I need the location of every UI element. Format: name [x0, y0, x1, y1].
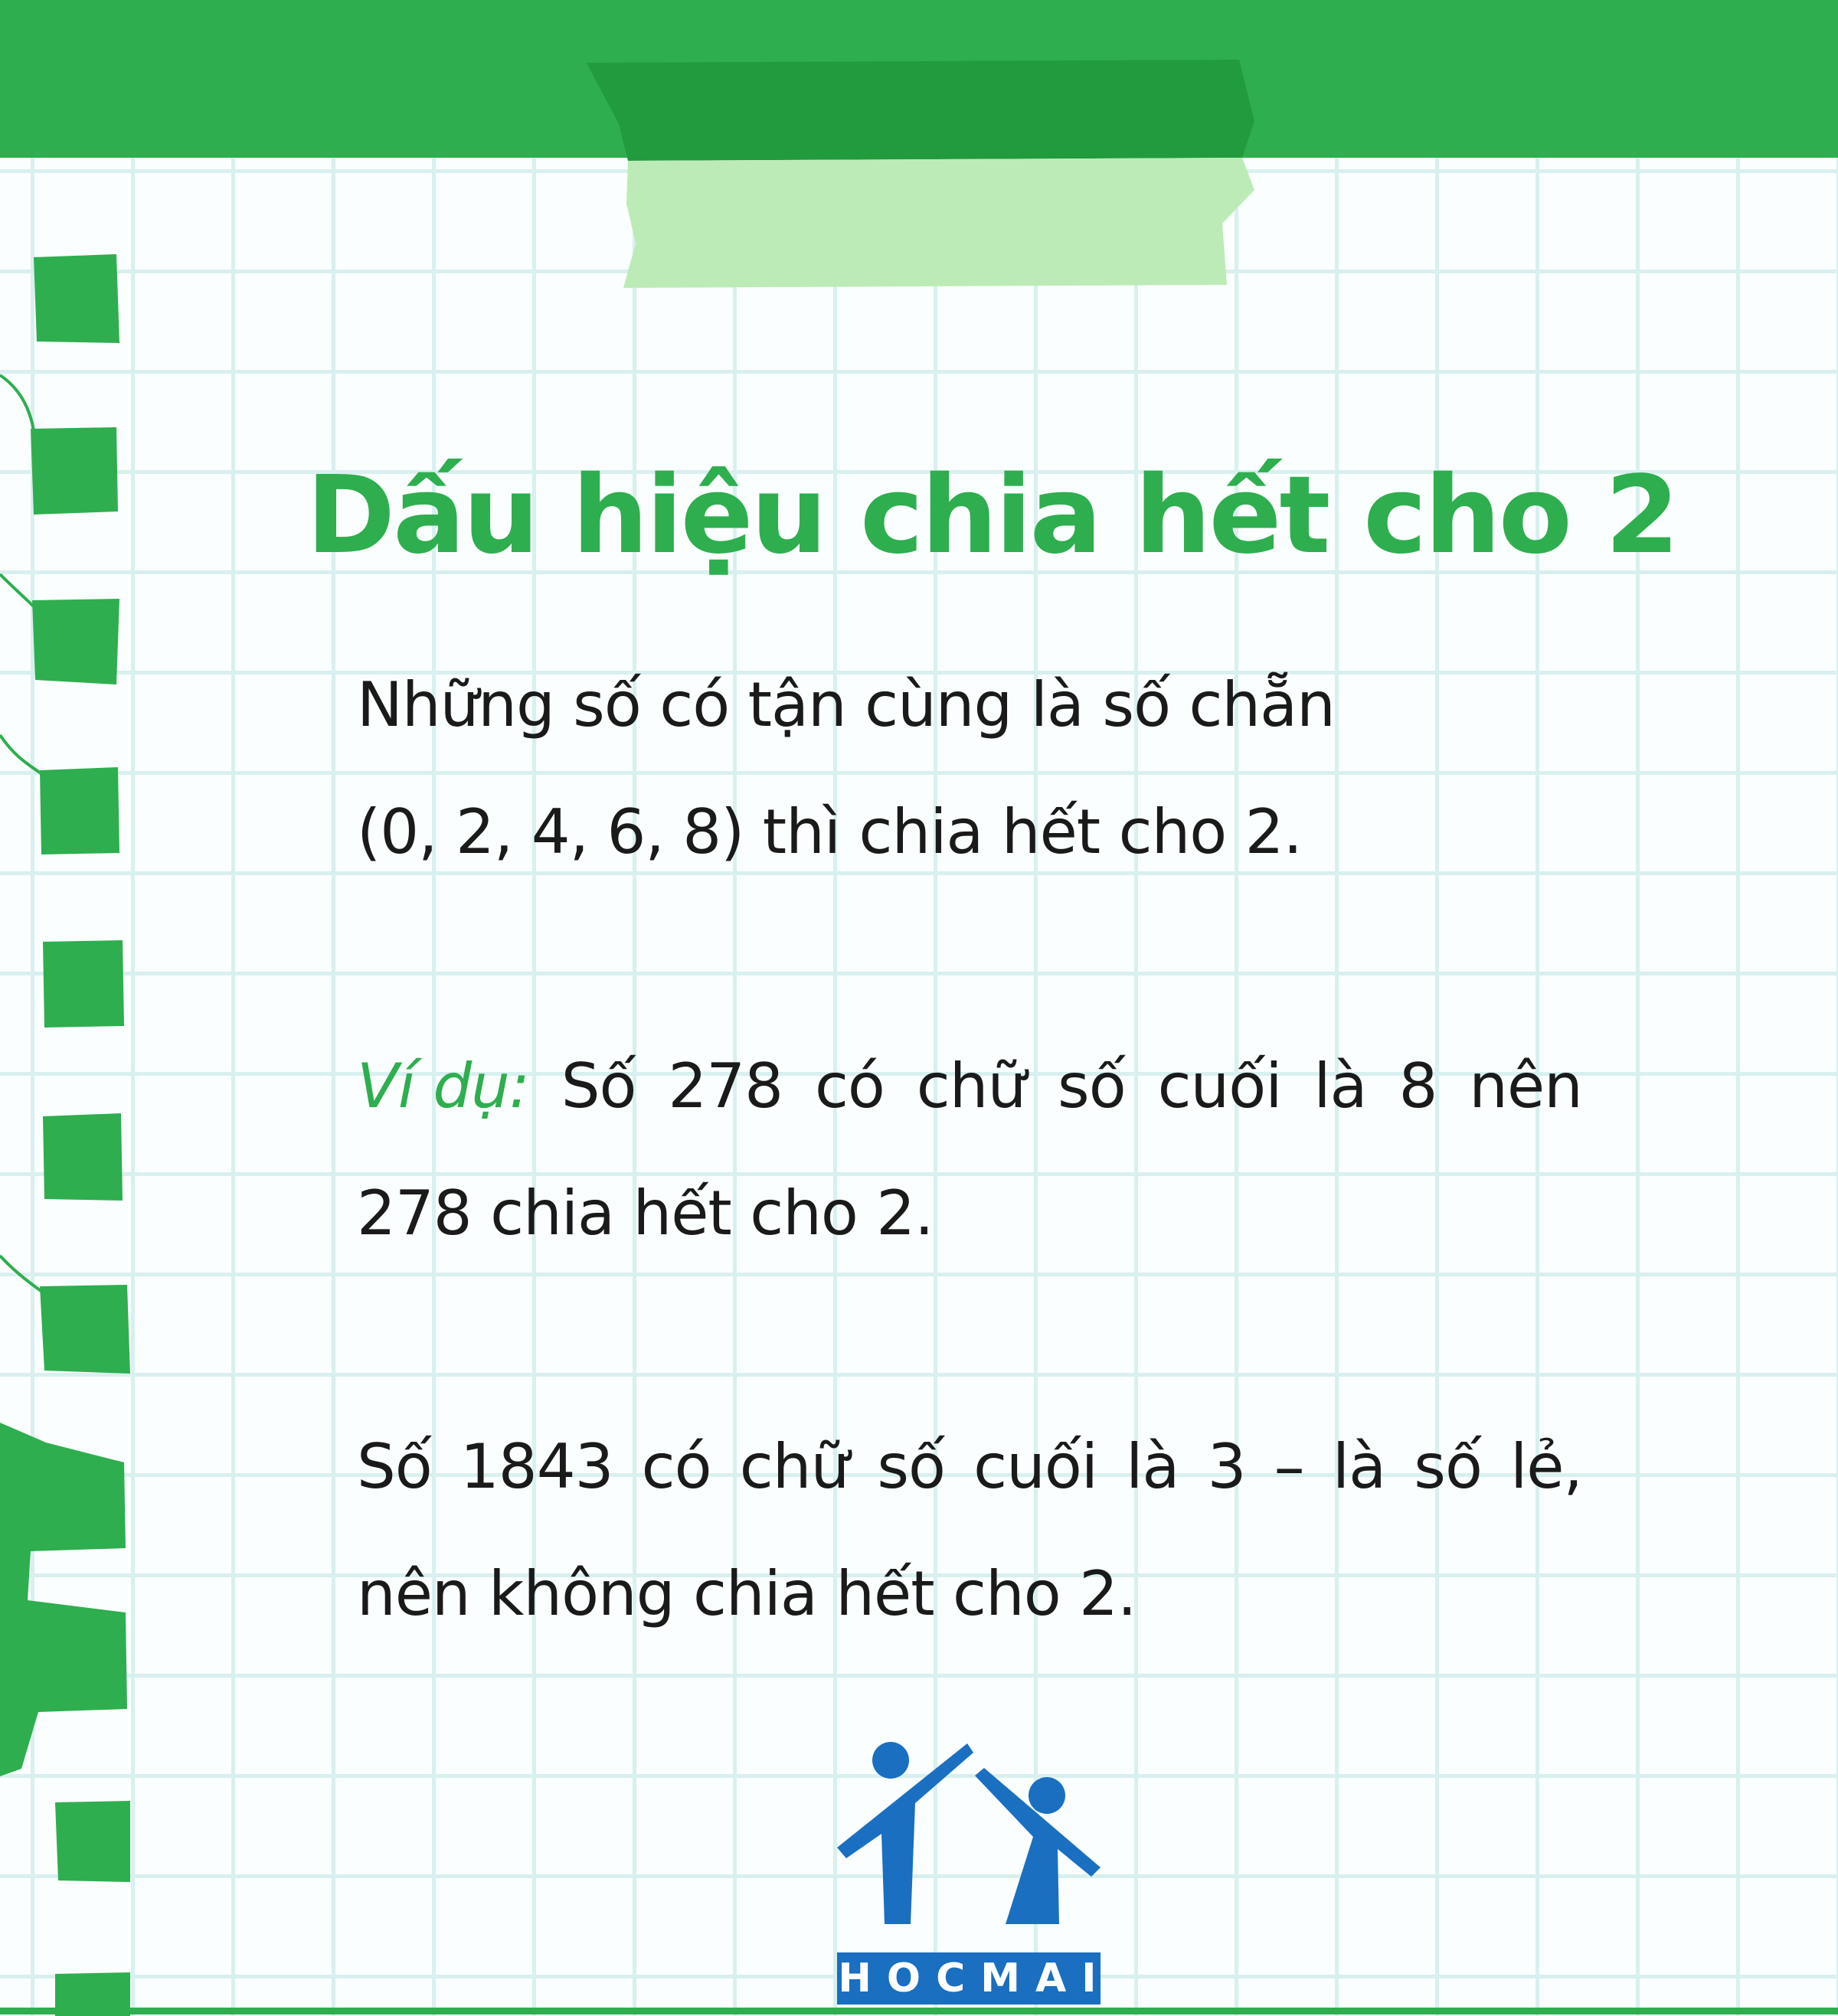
example-word: là — [1313, 1050, 1367, 1122]
counter-example-line-2: nên không chia hết cho 2. — [357, 1558, 1136, 1629]
page-title: Dấu hiệu chia hết cho 2 — [306, 453, 1678, 578]
example-word: nên — [1469, 1050, 1582, 1122]
example-word: 8 — [1398, 1050, 1437, 1122]
example-line-2: 278 chia hết cho 2. — [357, 1178, 934, 1249]
binding-wire — [0, 735, 43, 775]
counter-example-word: là — [1126, 1431, 1179, 1502]
binding-tab — [32, 599, 119, 685]
example-word: 278 — [668, 1050, 783, 1122]
counter-example-word: 3 — [1207, 1431, 1246, 1502]
example-word: cuối — [1157, 1050, 1282, 1122]
bottom-line-fill — [0, 2008, 1838, 2014]
counter-example-word: – — [1274, 1431, 1304, 1502]
example-word: có — [814, 1050, 885, 1122]
counter-example-word: số — [1414, 1431, 1482, 1502]
binding-wire — [0, 1256, 43, 1292]
counter-example-word: chữ — [739, 1431, 849, 1502]
binding-tab — [0, 1423, 127, 1776]
example-word: Số — [561, 1050, 636, 1122]
tape-dark-part — [587, 60, 1254, 161]
binding-tab — [55, 1801, 130, 1882]
example-word: chữ — [916, 1050, 1026, 1122]
logo-head-left — [872, 1742, 909, 1779]
counter-example-word: lẻ, — [1510, 1431, 1582, 1502]
example-word: số — [1058, 1050, 1126, 1122]
bottom-green-line — [0, 2006, 1838, 2016]
logo-wordmark: HOCMAI — [838, 1956, 1112, 2001]
rule-line-2: (0, 2, 4, 6, 8) thì chia hết cho 2. — [357, 796, 1302, 868]
example-line-1 — [357, 1023, 1582, 1150]
binding-tab — [43, 1113, 123, 1201]
binding-wire — [0, 375, 34, 430]
tape-light-part — [623, 158, 1254, 288]
counter-example-paragraph — [357, 1403, 1582, 1658]
example-paragraph — [357, 1023, 1582, 1277]
rule-paragraph — [357, 642, 1582, 896]
example-label: Ví dụ: — [357, 1050, 529, 1122]
rule-line-1: Những số có tận cùng là số chẵn — [357, 669, 1335, 740]
binding-tab — [34, 254, 119, 343]
counter-example-word: Số — [357, 1431, 432, 1502]
binding-tab — [43, 940, 124, 1028]
counter-example-word: số — [877, 1431, 945, 1502]
counter-example-line-1 — [357, 1403, 1582, 1531]
binding-tab — [40, 767, 119, 854]
counter-example-word: là — [1332, 1431, 1386, 1502]
counter-example-word: cuối — [973, 1431, 1097, 1502]
tape-strip-icon — [582, 54, 1256, 299]
logo-head-right — [1029, 1777, 1065, 1814]
counter-example-word: 1843 — [460, 1431, 613, 1502]
counter-example-word: có — [641, 1431, 711, 1502]
binding-tab — [40, 1285, 130, 1374]
